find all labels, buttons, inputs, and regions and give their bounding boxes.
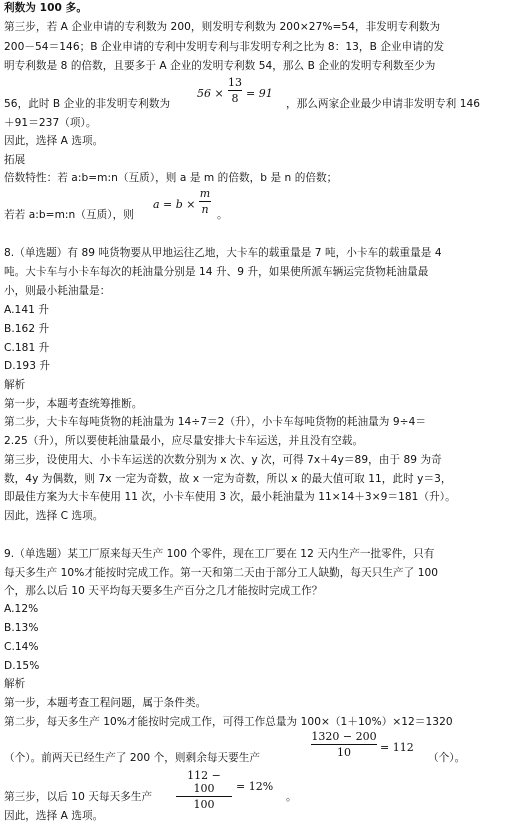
text-line: 。 [217, 209, 228, 221]
formula-equals-112: = 112 [380, 741, 414, 754]
text-line: 数，4y 为偶数，则 7x 一定为奇数，故 x 一定为奇数，所以 x 的最大值可取 11，此时 y＝3， [4, 473, 452, 485]
option-c: C.181 升 [4, 342, 50, 354]
text-line: 第三步，以后 10 天每天多生产 [4, 791, 153, 803]
fraction-numerator: 1320 − 200 [311, 730, 377, 743]
formula-equals-91: = 91 [246, 87, 273, 100]
fraction-numerator: 112 − 100 [187, 769, 221, 795]
question-text: 每天多生产 10%才能按时完成工作。第一天和第二天由于部分工人缺勤，每天只生产了 100 [4, 567, 439, 579]
text-line: 200－54＝146；B 企业申请的专利中发明专利与非发明专利之比为 8：13，B 企业申请的发 [4, 41, 445, 53]
fraction-numerator: m [199, 187, 211, 200]
formula-a-equals-b-times: a = b × [153, 198, 196, 211]
formula-fraction-13-8 [228, 76, 242, 105]
text-line: 明专利数是 8 的倍数，且要多于 A 企业的发明专利数 54，那么 B 企业的发明专利数至少为 [4, 60, 436, 72]
option-d: D.15% [4, 660, 40, 672]
text-line: （个）。 [428, 752, 466, 764]
text-line: 第一步，本题考查统筹推断。 [4, 398, 143, 410]
text-line: 第一步，本题考查工程问题，属于条件类。 [4, 697, 207, 709]
option-d: D.193 升 [4, 360, 51, 372]
question-text: 个，那么以后 10 天平均每天要多生产百分之几才能按时完成工作？ [4, 585, 323, 597]
formula-fraction-m-n [199, 187, 211, 216]
fraction-denominator: 8 [231, 92, 239, 105]
text-line: （个）。前两天已经生产了 200 个，则剩余每天要生产 [4, 752, 261, 764]
text-line: 56，此时 B 企业的非发明专利数为 [4, 98, 171, 110]
fraction-numerator: 13 [228, 76, 242, 89]
section-heading: 解析 [4, 379, 26, 391]
fraction-bar [199, 201, 211, 202]
fraction-denominator: n [201, 203, 209, 216]
option-b: B.13% [4, 622, 39, 634]
text-line: ，那么两家企业最少申请非发明专利 146 [286, 98, 481, 110]
text-line: ＋91＝237（项）。 [4, 117, 97, 129]
fraction-denominator: 100 [193, 798, 215, 811]
option-b: B.162 升 [4, 323, 50, 335]
fraction-bar [176, 796, 232, 797]
text-line: 第三步，设使用大、小卡车运送的次数分别为 x 次、y 次，可得 7x＋4y＝89，由于 89 为奇 [4, 454, 442, 466]
fraction-bar [311, 744, 377, 745]
option-c: C.14% [4, 641, 39, 653]
option-a: A.141 升 [4, 304, 49, 316]
fraction-denominator: 10 [337, 746, 351, 759]
formula-equals-12-percent: = 12% [236, 780, 274, 793]
text-line: 第二步，每天多生产 10%才能按时完成工作，可得工作总量为 100×（1＋10%）×12＝1320 [4, 716, 453, 728]
option-a: A.12% [4, 603, 39, 615]
question-text: 吨。大卡车与小卡车每次的耗油量分别是 14 升、9 升，如果使所派车辆运完货物耗油量最 [4, 266, 429, 278]
formula-fraction-1320-200-over-10 [311, 730, 377, 759]
formula-56-times: 56 × [197, 87, 224, 100]
section-heading: 拓展 [4, 154, 26, 166]
text-line: 因此，选择 A 选项。 [4, 135, 104, 147]
text-line: 利数为 100 多。 [4, 2, 87, 14]
text-line: 若若 a:b=m:n（互质），则 [4, 209, 134, 221]
fraction-bar [228, 90, 242, 91]
text-line: 第二步，大卡车每吨货物的耗油量为 14÷7＝2（升），小卡车每吨货物的耗油量为 9÷4＝ [4, 416, 427, 428]
text-line: 。 [286, 791, 297, 803]
formula-fraction-112-100-over-100 [176, 769, 232, 811]
text-line: 即最佳方案为大卡车使用 11 次，小卡车使用 3 次，最小耗油量为 11×14＋3×9＝181（升）。 [4, 491, 456, 503]
text-line: 因此，选择 C 选项。 [4, 510, 104, 522]
text-line: 倍数特性：若 a:b=m:n（互质），则 a 是 m 的倍数，b 是 n 的倍数； [4, 172, 338, 184]
question-text: 8.（单选题）有 89 吨货物要从甲地运往乙地，大卡车的载重量是 7 吨，小卡车的载重量是 4 [4, 247, 442, 259]
text-line: 2.25（升），所以要使耗油量最小，应尽量安排大卡车运送，并且没有空载。 [4, 435, 364, 447]
text-line: 第三步，若 A 企业申请的专利数为 200，则发明专利数为 200×27%=54，非发明专利数为 [4, 21, 441, 33]
question-text: 9.（单选题）某工厂原来每天生产 100 个零件，现在工厂要在 12 天内生产一批零件，只有 [4, 548, 435, 560]
section-heading: 解析 [4, 678, 26, 690]
question-text: 小，则最小耗油量是： [4, 285, 111, 297]
text-line: 因此，选择 A 选项。 [4, 810, 104, 822]
